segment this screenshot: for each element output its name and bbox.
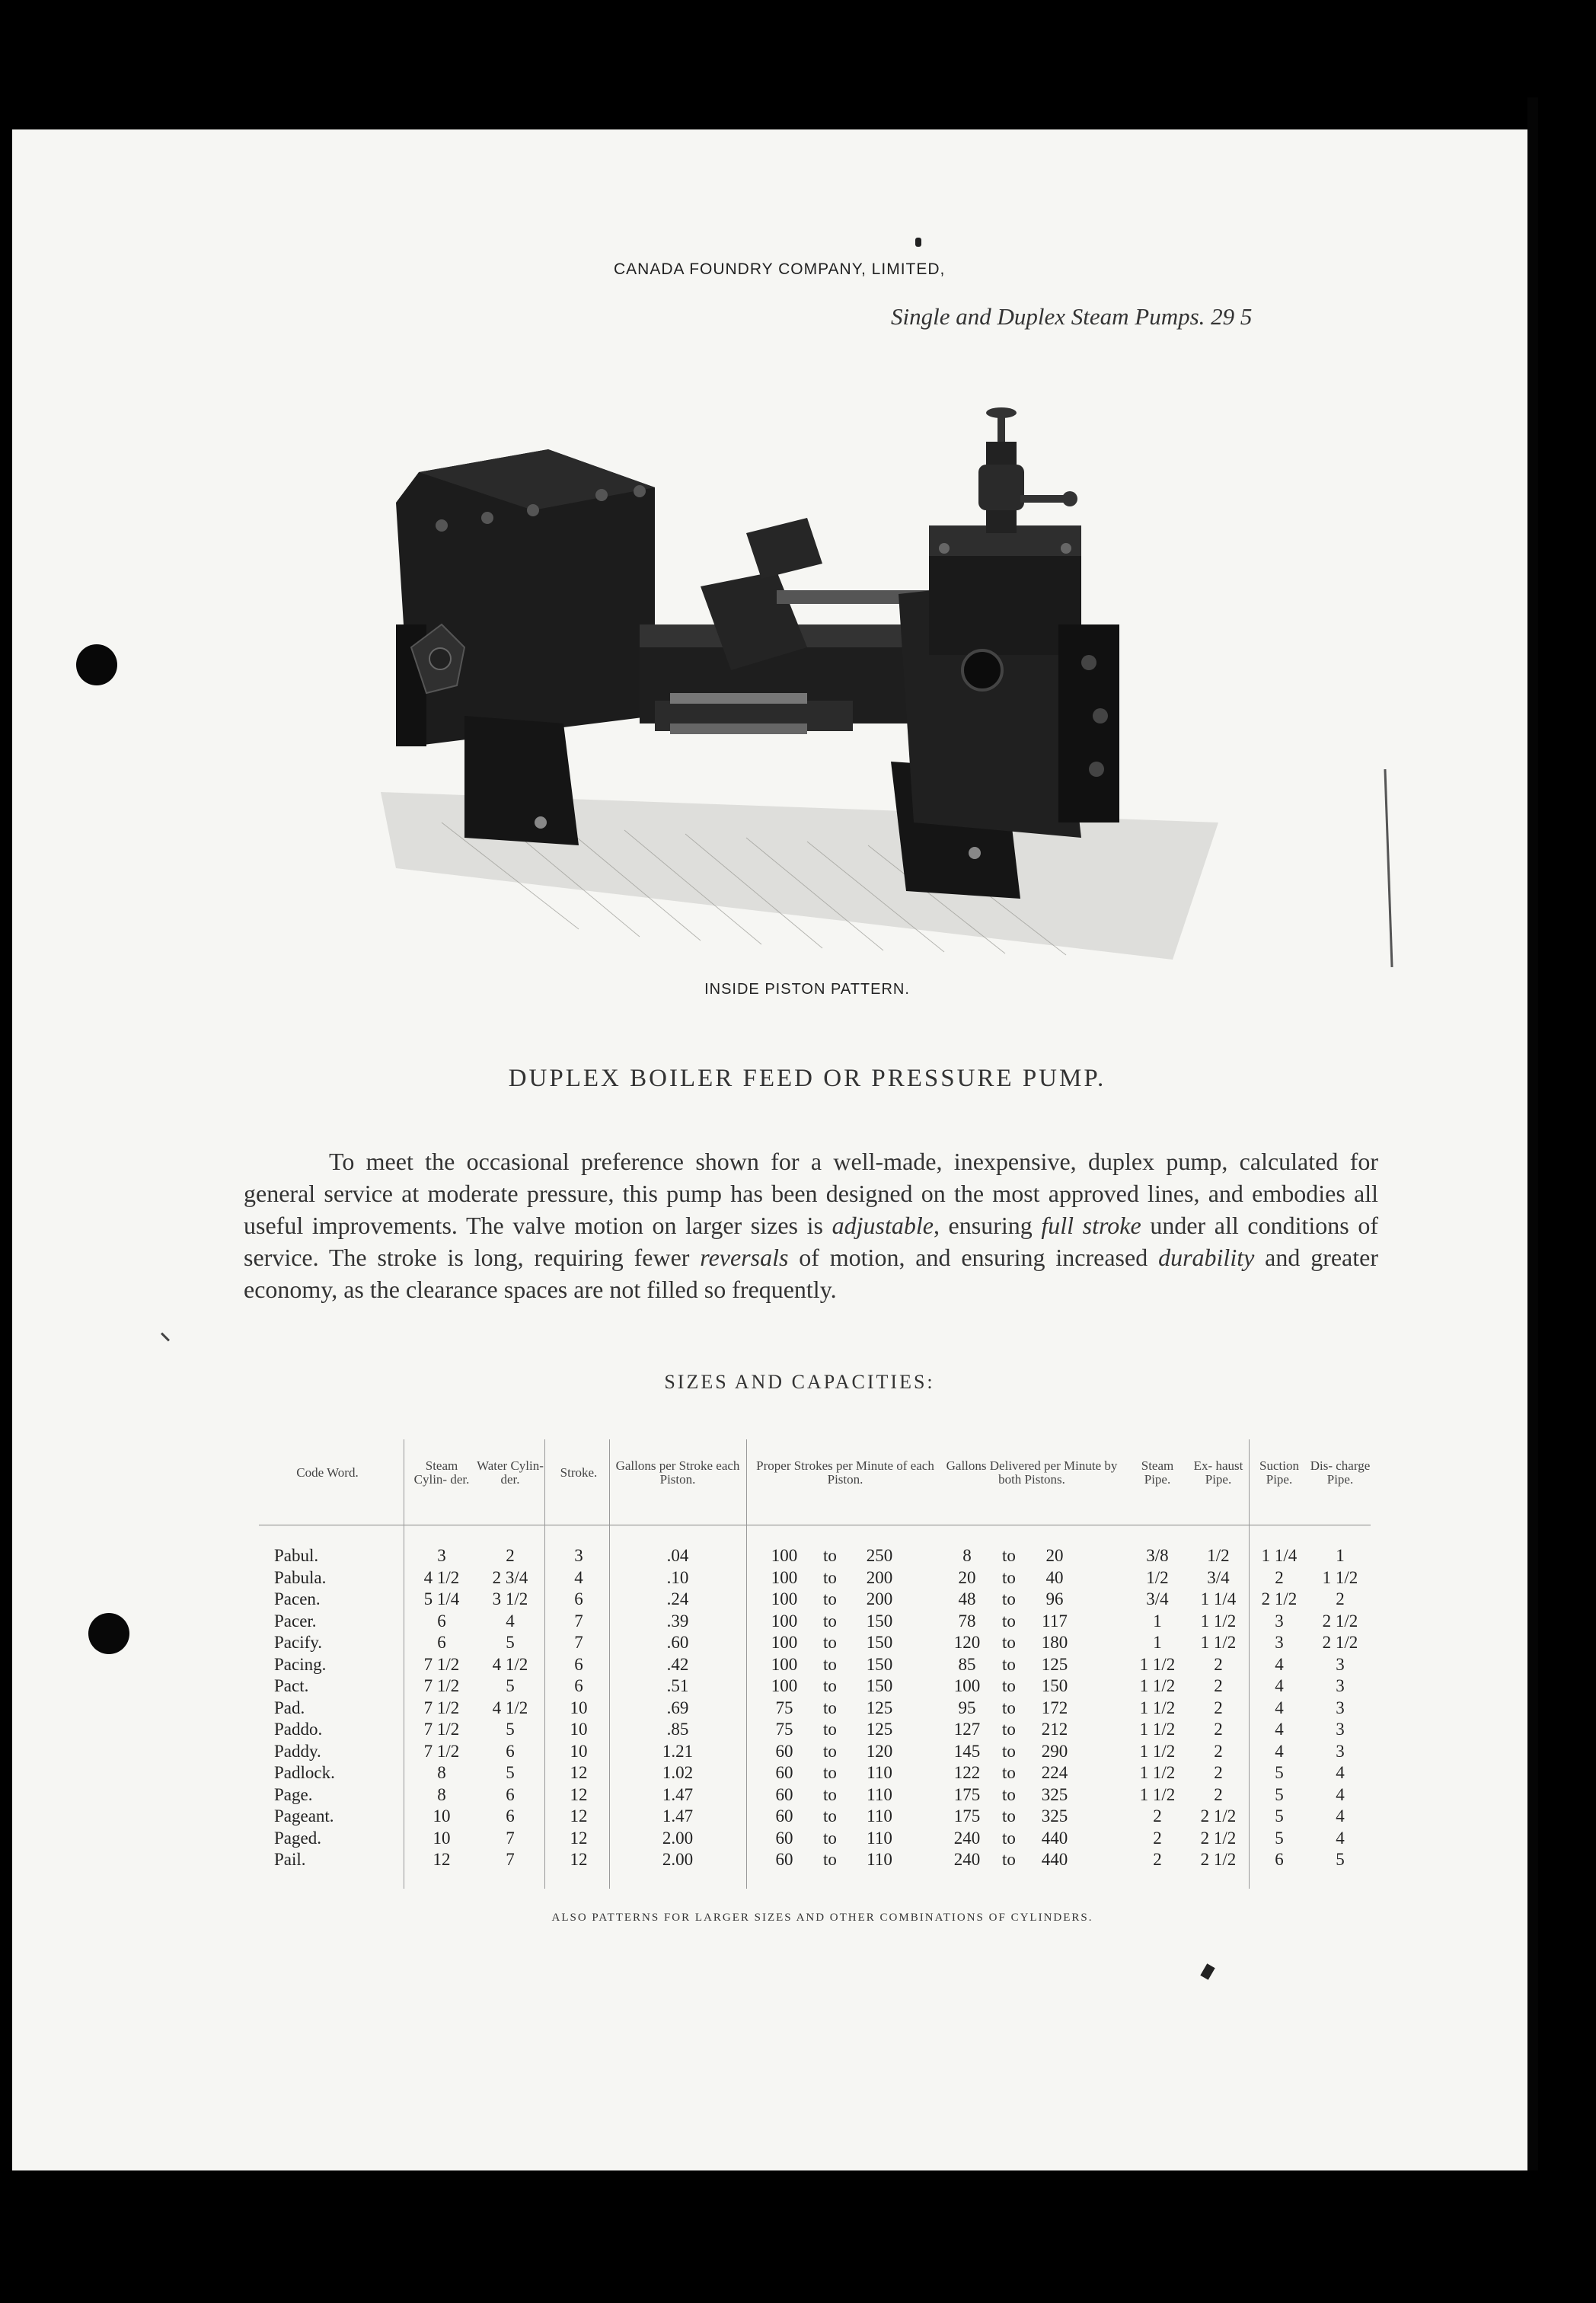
table-cell: 6 bbox=[1275, 1850, 1284, 1869]
table-cell: Pad. bbox=[274, 1698, 305, 1717]
table-cell: 8 bbox=[437, 1763, 446, 1782]
table-cell: 7 bbox=[574, 1633, 583, 1652]
table-cell: 7 1/2 bbox=[423, 1720, 460, 1739]
table-row bbox=[259, 1829, 1386, 1850]
table-cell: 6 bbox=[574, 1654, 583, 1674]
table-cell: 3 bbox=[437, 1546, 446, 1565]
table-cell: 5 bbox=[1275, 1763, 1284, 1782]
body-emphasis: full stroke bbox=[1041, 1212, 1141, 1239]
table-row bbox=[259, 1633, 1386, 1654]
table-cell: 4 bbox=[574, 1567, 583, 1587]
table-cell: to bbox=[1002, 1633, 1016, 1652]
table-cell: 60 bbox=[775, 1763, 793, 1782]
table-cell: to bbox=[1002, 1850, 1016, 1869]
table-cell: 150 bbox=[866, 1676, 893, 1695]
table-cell: 12 bbox=[570, 1763, 588, 1782]
table-cell: 1 1/2 bbox=[1139, 1763, 1176, 1782]
table-cell: Pageant. bbox=[274, 1806, 334, 1825]
table-cell: Pacer. bbox=[274, 1611, 317, 1631]
col-header-gallons-per-stroke: Gallons per Stroke each Piston. bbox=[615, 1458, 740, 1487]
table-cell: 100 bbox=[771, 1589, 798, 1608]
table-cell: 2 bbox=[1214, 1654, 1223, 1674]
table-cell: 7 bbox=[506, 1850, 515, 1869]
table-cell: 150 bbox=[866, 1611, 893, 1631]
table-cell: 2 bbox=[1153, 1828, 1162, 1848]
table-cell: 3/8 bbox=[1146, 1546, 1169, 1565]
table-cell: 325 bbox=[1041, 1806, 1068, 1825]
table-cell: 5 bbox=[506, 1633, 515, 1652]
table-cell: 6 bbox=[506, 1741, 515, 1761]
table-cell: 10 bbox=[570, 1720, 588, 1739]
table-cell: 2 bbox=[1214, 1784, 1223, 1804]
table-cell: 200 bbox=[866, 1589, 893, 1608]
table-cell: 2 bbox=[506, 1546, 515, 1565]
table-cell: 6 bbox=[506, 1806, 515, 1825]
table-cell: .69 bbox=[666, 1698, 689, 1717]
table-cell: 2 1/2 bbox=[1261, 1589, 1298, 1608]
table-cell: 2 bbox=[1214, 1720, 1223, 1739]
table-cell: 2 bbox=[1214, 1763, 1223, 1782]
table-cell: to bbox=[1002, 1741, 1016, 1761]
table-cell: 5 bbox=[1275, 1828, 1284, 1848]
body-text-run: To meet the occasional preference shown for a well-made, inexpensive, duplex pump, calculated for general service at moderate pressure, this pump has been designed on the most approved lines, and embodies all useful improvements. The valve motion on larger sizes is bbox=[244, 1148, 1378, 1239]
table-cell: 12 bbox=[570, 1806, 588, 1825]
table-cell: 100 bbox=[771, 1676, 798, 1695]
table-row bbox=[259, 1720, 1386, 1741]
table-cell: 1 1/2 bbox=[1139, 1784, 1176, 1804]
table-cell: to bbox=[823, 1828, 837, 1848]
table-cell: 200 bbox=[866, 1567, 893, 1587]
table-cell: 100 bbox=[771, 1654, 798, 1674]
table-cell: 5 bbox=[1275, 1806, 1284, 1825]
table-cell: to bbox=[823, 1611, 837, 1631]
table-row bbox=[259, 1742, 1386, 1763]
col-header-gallons-delivered: Gallons Delivered per Minute by both Pistons. bbox=[946, 1458, 1118, 1487]
table-cell: 110 bbox=[867, 1763, 892, 1782]
table-row bbox=[259, 1655, 1386, 1676]
table-cell: 117 bbox=[1042, 1611, 1068, 1631]
table-cell: 4 bbox=[1275, 1654, 1284, 1674]
table-cell: 1 1/2 bbox=[1139, 1676, 1176, 1695]
table-cell: 325 bbox=[1041, 1784, 1068, 1804]
table-cell: 7 bbox=[506, 1828, 515, 1848]
table-cell: 3 1/2 bbox=[492, 1589, 528, 1608]
table-cell: 125 bbox=[866, 1720, 893, 1739]
table-cell: to bbox=[1002, 1567, 1016, 1587]
table-cell: Padlock. bbox=[274, 1763, 335, 1782]
table-cell: to bbox=[1002, 1654, 1016, 1674]
table-cell: 95 bbox=[958, 1698, 976, 1717]
table-cell: 5 bbox=[506, 1720, 515, 1739]
table-cell: to bbox=[1002, 1589, 1016, 1608]
body-emphasis: adjustable bbox=[832, 1212, 934, 1239]
col-header-steam-pipe: Steam Pipe. bbox=[1141, 1458, 1174, 1487]
table-cell: 180 bbox=[1041, 1633, 1068, 1652]
table-cell: 3 bbox=[1275, 1611, 1284, 1631]
table-cell: Paddy. bbox=[274, 1741, 321, 1761]
table-cell: 12 bbox=[570, 1828, 588, 1848]
table-cell: to bbox=[823, 1633, 837, 1652]
page-edge-shadow bbox=[1527, 97, 1538, 2170]
table-cell: 4 1/2 bbox=[492, 1654, 528, 1674]
dust-speck bbox=[915, 238, 921, 247]
table-cell: 8 bbox=[962, 1546, 972, 1565]
figure-caption: INSIDE PISTON PATTERN. bbox=[704, 981, 910, 998]
table-cell: 3 bbox=[1336, 1720, 1345, 1739]
table-cell: .24 bbox=[666, 1589, 689, 1608]
table-cell: 96 bbox=[1045, 1589, 1064, 1608]
table-cell: 1.47 bbox=[662, 1784, 694, 1804]
table-cell: .39 bbox=[666, 1611, 689, 1631]
table-cell: to bbox=[823, 1567, 837, 1587]
body-text-run: of motion, and ensuring increased bbox=[788, 1244, 1159, 1271]
table-cell: 110 bbox=[867, 1850, 892, 1869]
table-cell: .10 bbox=[666, 1567, 689, 1587]
table-cell: 60 bbox=[775, 1828, 793, 1848]
table-cell: 3/4 bbox=[1207, 1567, 1230, 1587]
table-cell: 12 bbox=[570, 1784, 588, 1804]
table-cell: 1 1/2 bbox=[1200, 1633, 1237, 1652]
table-cell: 2 bbox=[1214, 1676, 1223, 1695]
table-cell: Paddo. bbox=[274, 1720, 323, 1739]
table-cell: 1 1/4 bbox=[1261, 1546, 1298, 1565]
table-cell: 3 bbox=[1336, 1676, 1345, 1695]
table-cell: 10 bbox=[433, 1828, 451, 1848]
table-cell: 8 bbox=[437, 1784, 446, 1804]
table-cell: 6 bbox=[574, 1676, 583, 1695]
table-cell: 3 bbox=[1336, 1654, 1345, 1674]
table-cell: 10 bbox=[570, 1741, 588, 1761]
table-cell: 1 bbox=[1153, 1633, 1162, 1652]
table-row bbox=[259, 1806, 1386, 1828]
table-cell: Paged. bbox=[274, 1828, 321, 1848]
table-cell: 4 bbox=[1336, 1784, 1345, 1804]
table-cell: 40 bbox=[1045, 1567, 1064, 1587]
col-header-discharge-pipe: Dis- charge Pipe. bbox=[1310, 1458, 1371, 1487]
table-cell: 3 bbox=[1275, 1633, 1284, 1652]
table-cell: 2 bbox=[1336, 1589, 1345, 1608]
body-text-run: , ensuring bbox=[933, 1212, 1042, 1239]
table-cell: to bbox=[1002, 1546, 1016, 1565]
table-cell: .42 bbox=[666, 1654, 689, 1674]
table-cell: 4 bbox=[506, 1611, 515, 1631]
table-cell: 5 1/4 bbox=[423, 1589, 460, 1608]
table-row bbox=[259, 1568, 1386, 1589]
table-cell: 110 bbox=[867, 1828, 892, 1848]
table-cell: .51 bbox=[666, 1676, 689, 1695]
table-cell: 175 bbox=[953, 1784, 981, 1804]
table-cell: 1 1/2 bbox=[1139, 1698, 1176, 1717]
table-cell: 1 1/2 bbox=[1139, 1654, 1176, 1674]
company-name: CANADA FOUNDRY COMPANY, LIMITED, bbox=[614, 260, 946, 278]
running-header: Single and Duplex Steam Pumps. 29 5 bbox=[891, 303, 1253, 330]
table-cell: to bbox=[823, 1784, 837, 1804]
table-cell: 100 bbox=[953, 1676, 981, 1695]
table-cell: 100 bbox=[771, 1611, 798, 1631]
table-cell: 440 bbox=[1041, 1828, 1068, 1848]
table-cell: 3 bbox=[1336, 1741, 1345, 1761]
col-header-suction-pipe: Suction Pipe. bbox=[1259, 1458, 1299, 1487]
table-cell: 3/4 bbox=[1146, 1589, 1169, 1608]
table-cell: to bbox=[823, 1720, 837, 1739]
table-cell: .04 bbox=[666, 1546, 689, 1565]
table-cell: 1 1/2 bbox=[1139, 1741, 1176, 1761]
table-cell: 120 bbox=[953, 1633, 981, 1652]
table-cell: 10 bbox=[433, 1806, 451, 1825]
table-cell: Pabula. bbox=[274, 1567, 327, 1587]
table-cell: 2 bbox=[1214, 1741, 1223, 1761]
table-cell: Page. bbox=[274, 1784, 313, 1804]
table-cell: 172 bbox=[1041, 1698, 1068, 1717]
table-cell: 125 bbox=[1041, 1654, 1068, 1674]
table-cell: 2 bbox=[1153, 1850, 1162, 1869]
table-cell: 110 bbox=[867, 1806, 892, 1825]
table-cell: Pail. bbox=[274, 1850, 306, 1869]
table-row bbox=[259, 1850, 1386, 1871]
table-cell: 2.00 bbox=[662, 1850, 694, 1869]
table-cell: 78 bbox=[958, 1611, 976, 1631]
body-emphasis: durability bbox=[1158, 1244, 1255, 1271]
table-cell: 5 bbox=[1275, 1784, 1284, 1804]
table-cell: 6 bbox=[574, 1589, 583, 1608]
table-cell: 7 1/2 bbox=[423, 1698, 460, 1717]
table-cell: 5 bbox=[1336, 1850, 1345, 1869]
table-cell: 212 bbox=[1041, 1720, 1068, 1739]
table-row bbox=[259, 1785, 1386, 1806]
table-cell: 2 1/2 bbox=[1200, 1828, 1237, 1848]
col-header-steam-cylinder: Steam Cylin- der. bbox=[413, 1458, 470, 1487]
table-cell: 6 bbox=[437, 1611, 446, 1631]
table-cell: 1 1/2 bbox=[1139, 1720, 1176, 1739]
table-cell: 2 1/2 bbox=[1200, 1806, 1237, 1825]
table-cell: 4 bbox=[1275, 1698, 1284, 1717]
punch-hole-bottom bbox=[88, 1613, 129, 1654]
table-cell: 60 bbox=[775, 1806, 793, 1825]
table-cell: 2 1/2 bbox=[1322, 1611, 1358, 1631]
table-cell: 145 bbox=[953, 1741, 981, 1761]
col-header-code: Code Word. bbox=[296, 1465, 359, 1480]
table-cell: 100 bbox=[771, 1567, 798, 1587]
table-cell: to bbox=[823, 1698, 837, 1717]
table-cell: 4 bbox=[1336, 1763, 1345, 1782]
table-cell: 12 bbox=[570, 1850, 588, 1869]
table-cell: 75 bbox=[775, 1720, 793, 1739]
table-cell: 110 bbox=[867, 1784, 892, 1804]
table-cell: Pacen. bbox=[274, 1589, 321, 1608]
table-cell: .85 bbox=[666, 1720, 689, 1739]
table-cell: 4 1/2 bbox=[423, 1567, 460, 1587]
table-cell: 1.02 bbox=[662, 1763, 694, 1782]
table-cell: 125 bbox=[866, 1698, 893, 1717]
table-row bbox=[259, 1589, 1386, 1611]
table-cell: to bbox=[823, 1763, 837, 1782]
table-cell: 7 1/2 bbox=[423, 1676, 460, 1695]
table-cell: to bbox=[823, 1741, 837, 1761]
body-text-run: under all conditions of service. The stroke is long, requiring fewer bbox=[244, 1212, 1379, 1271]
table-cell: to bbox=[823, 1654, 837, 1674]
table-cell: to bbox=[1002, 1806, 1016, 1825]
table-cell: 127 bbox=[953, 1720, 981, 1739]
body-emphasis: reversals bbox=[700, 1244, 789, 1271]
table-cell: 10 bbox=[570, 1698, 588, 1717]
table-cell: to bbox=[823, 1546, 837, 1565]
table-cell: to bbox=[1002, 1763, 1016, 1782]
table-cell: 7 1/2 bbox=[423, 1654, 460, 1674]
table-cell: 20 bbox=[1045, 1546, 1064, 1565]
table-cell: 100 bbox=[771, 1546, 798, 1565]
table-header bbox=[259, 1432, 1386, 1516]
table-cell: 1 bbox=[1336, 1546, 1345, 1565]
table-cell: 2 3/4 bbox=[492, 1567, 528, 1587]
table-cell: 85 bbox=[958, 1654, 976, 1674]
table-cell: 48 bbox=[958, 1589, 976, 1608]
table-cell: 4 bbox=[1275, 1676, 1284, 1695]
table-cell: 1.21 bbox=[662, 1741, 694, 1761]
table-row bbox=[259, 1546, 1386, 1567]
table-cell: 5 bbox=[506, 1763, 515, 1782]
table-row bbox=[259, 1698, 1386, 1720]
table-cell: 2 bbox=[1275, 1567, 1284, 1587]
table-cell: 7 bbox=[574, 1611, 583, 1631]
table-cell: 7 1/2 bbox=[423, 1741, 460, 1761]
table-cell: 60 bbox=[775, 1850, 793, 1869]
table-cell: 150 bbox=[866, 1654, 893, 1674]
table-cell: 2 1/2 bbox=[1200, 1850, 1237, 1869]
pump-photograph bbox=[350, 396, 1234, 960]
table-cell: 1 1/2 bbox=[1200, 1611, 1237, 1631]
article-title: DUPLEX BOILER FEED OR PRESSURE PUMP. bbox=[508, 1065, 1106, 1092]
table-cell: 440 bbox=[1041, 1850, 1068, 1869]
table-cell: 5 bbox=[506, 1676, 515, 1695]
table-cell: Pacing. bbox=[274, 1654, 327, 1674]
col-header-exhaust-pipe: Ex- haust Pipe. bbox=[1193, 1458, 1243, 1487]
table-cell: 240 bbox=[953, 1828, 981, 1848]
table-cell: Pabul. bbox=[274, 1546, 319, 1565]
table-cell: 2 bbox=[1214, 1698, 1223, 1717]
table-cell: 3 bbox=[1336, 1698, 1345, 1717]
table-cell: 1 bbox=[1153, 1611, 1162, 1631]
table-cell: 4 bbox=[1275, 1741, 1284, 1761]
table-cell: 1/2 bbox=[1146, 1567, 1169, 1587]
table-cell: 100 bbox=[771, 1633, 798, 1652]
table-cell: to bbox=[1002, 1720, 1016, 1739]
table-cell: Pact. bbox=[274, 1676, 309, 1695]
table-cell: .60 bbox=[666, 1633, 689, 1652]
table-cell: to bbox=[823, 1676, 837, 1695]
table-cell: to bbox=[1002, 1676, 1016, 1695]
punch-hole-top bbox=[76, 644, 117, 685]
table-cell: 175 bbox=[953, 1806, 981, 1825]
table-cell: 2 1/2 bbox=[1322, 1633, 1358, 1652]
table-cell: to bbox=[823, 1806, 837, 1825]
table-cell: 122 bbox=[953, 1763, 981, 1782]
body-text-run: and greater economy, as the clearance spaces are not filled so frequently. bbox=[244, 1244, 1379, 1303]
table-cell: 4 1/2 bbox=[492, 1698, 528, 1717]
table-cell: to bbox=[1002, 1828, 1016, 1848]
table-cell: 1 1/4 bbox=[1200, 1589, 1237, 1608]
table-cell: 60 bbox=[775, 1784, 793, 1804]
table-cell: 12 bbox=[433, 1850, 451, 1869]
table-cell: 3 bbox=[574, 1546, 583, 1565]
table-cell: to bbox=[823, 1850, 837, 1869]
col-header-strokes-per-minute: Proper Strokes per Minute of each Piston. bbox=[756, 1458, 934, 1487]
table-cell: 6 bbox=[506, 1784, 515, 1804]
table-cell: 4 bbox=[1336, 1806, 1345, 1825]
table-cell: 20 bbox=[958, 1567, 976, 1587]
table-cell: 60 bbox=[775, 1741, 793, 1761]
table-row bbox=[259, 1676, 1386, 1698]
table-cell: 1.47 bbox=[662, 1806, 694, 1825]
table-cell: 150 bbox=[1041, 1676, 1068, 1695]
table-cell: to bbox=[823, 1589, 837, 1608]
table-cell: 120 bbox=[866, 1741, 893, 1761]
table-cell: 250 bbox=[866, 1546, 893, 1565]
table-cell: 2.00 bbox=[662, 1828, 694, 1848]
table-cell: 2 bbox=[1153, 1806, 1162, 1825]
table-cell: 75 bbox=[775, 1698, 793, 1717]
table-cell: 4 bbox=[1336, 1828, 1345, 1848]
table-cell: to bbox=[1002, 1784, 1016, 1804]
table-cell: 224 bbox=[1041, 1763, 1068, 1782]
table-footnote: ALSO PATTERNS FOR LARGER SIZES AND OTHER COMBINATIONS OF CYLINDERS. bbox=[551, 1912, 1093, 1924]
table-cell: to bbox=[1002, 1698, 1016, 1717]
table-cell: 6 bbox=[437, 1633, 446, 1652]
table-title: SIZES AND CAPACITIES: bbox=[664, 1371, 935, 1393]
col-header-stroke: Stroke. bbox=[560, 1465, 598, 1480]
table-cell: to bbox=[1002, 1611, 1016, 1631]
table-cell: 4 bbox=[1275, 1720, 1284, 1739]
table-row bbox=[259, 1763, 1386, 1784]
table-cell: Pacify. bbox=[274, 1633, 323, 1652]
table-row bbox=[259, 1611, 1386, 1633]
article-body bbox=[244, 1145, 1378, 1305]
table-cell: 150 bbox=[866, 1633, 893, 1652]
table-cell: 1/2 bbox=[1207, 1546, 1230, 1565]
col-header-water-cylinder: Water Cylin- der. bbox=[477, 1458, 544, 1487]
table-cell: 240 bbox=[953, 1850, 981, 1869]
table-cell: 1 1/2 bbox=[1322, 1567, 1358, 1587]
table-cell: 290 bbox=[1041, 1741, 1068, 1761]
